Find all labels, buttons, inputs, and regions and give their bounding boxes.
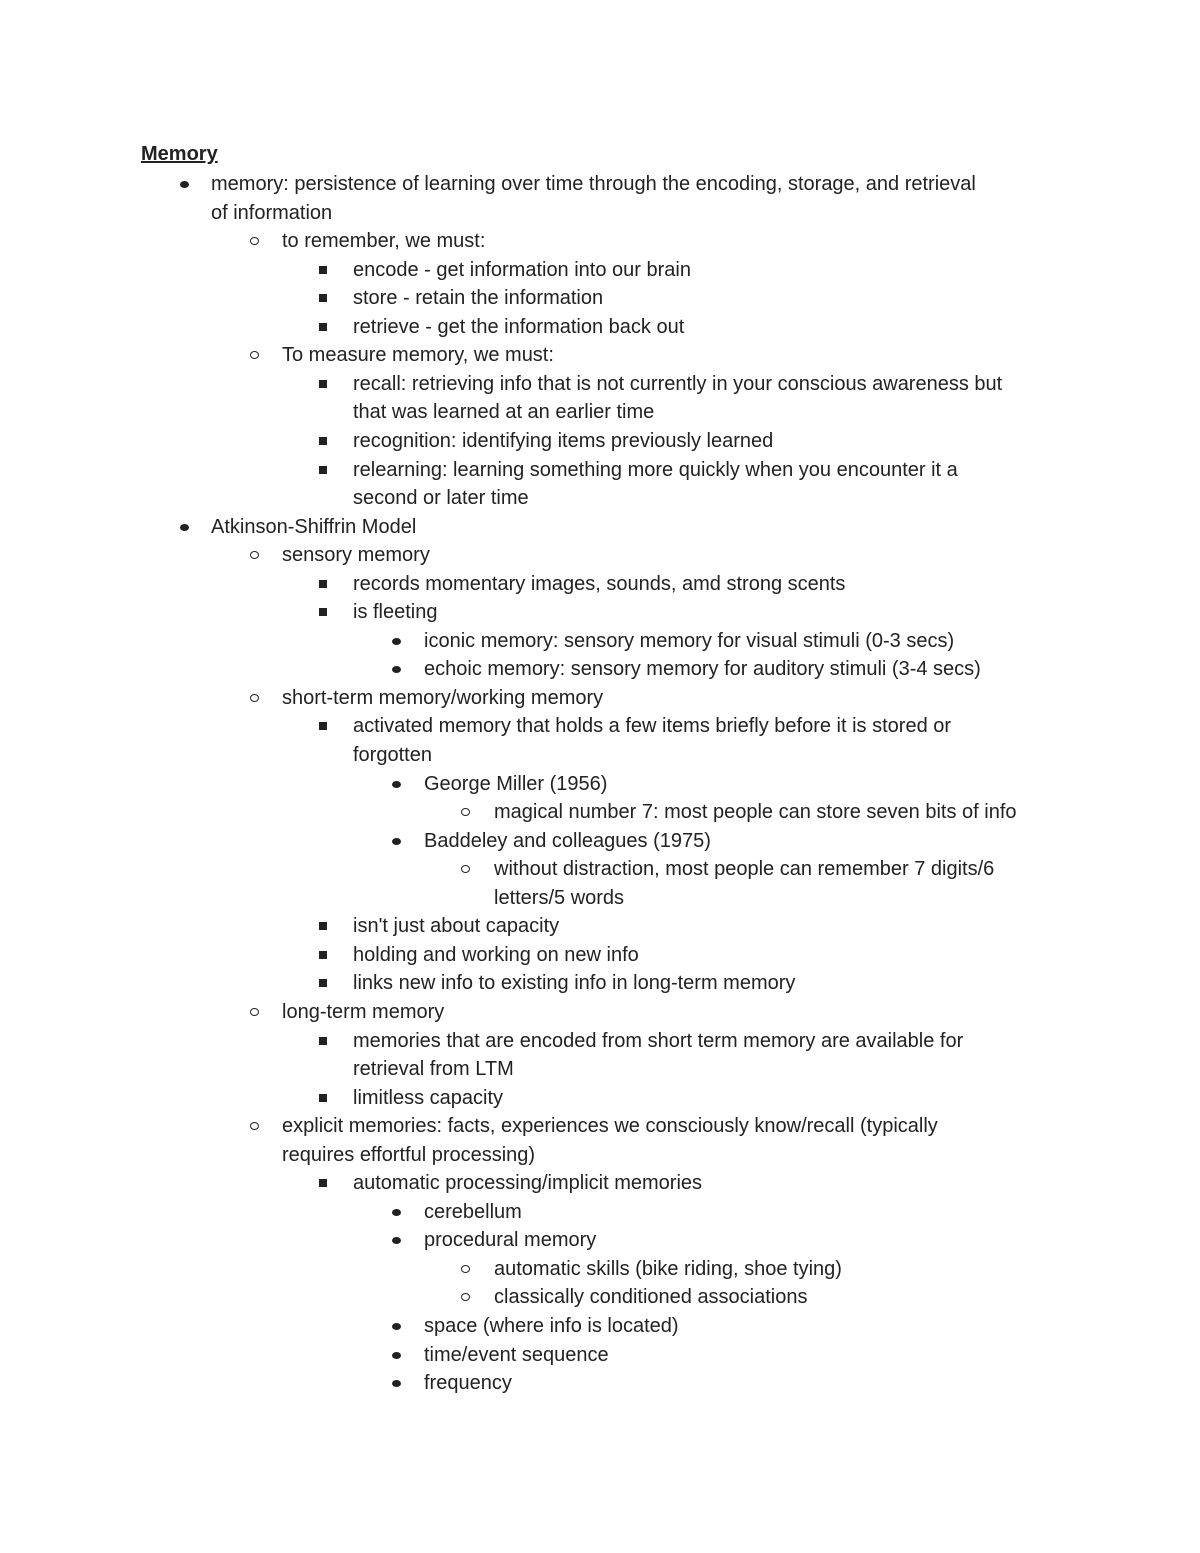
disc-bullet-icon xyxy=(392,1352,401,1359)
circle-bullet-icon xyxy=(250,1122,259,1130)
disc-bullet-icon xyxy=(392,838,401,845)
circle-bullet-icon xyxy=(461,865,470,873)
disc-bullet-icon xyxy=(392,666,401,673)
outline-item-text: letters/5 words xyxy=(494,886,625,909)
outline-item-text: explicit memories: facts, experiences we consciously know/recall (typically xyxy=(282,1115,938,1138)
outline-item-text: holding and working on new info xyxy=(353,943,639,966)
square-bullet-icon xyxy=(319,979,327,987)
outline-item-text: automatic processing/implicit memories xyxy=(353,1172,703,1195)
outline-item-text: magical number 7: most people can store seven bits of info xyxy=(494,801,1017,824)
outline-item-text: encode - get information into our brain xyxy=(353,258,691,281)
outline-item-text: store - retain the information xyxy=(353,287,604,310)
outline-item-text: Atkinson-Shiffrin Model xyxy=(211,515,417,538)
outline-item-text: memories that are encoded from short term memory are available for xyxy=(353,1029,964,1052)
disc-bullet-icon xyxy=(392,638,401,645)
disc-bullet-icon xyxy=(180,181,189,188)
outline-item-text: is fleeting xyxy=(353,601,438,624)
disc-bullet-icon xyxy=(392,1323,401,1330)
outline-item-text: without distraction, most people can remember 7 digits/6 xyxy=(494,858,995,881)
circle-bullet-icon xyxy=(250,694,259,702)
outline-item-text: procedural memory xyxy=(424,1229,597,1252)
outline-item-text: short-term memory/working memory xyxy=(282,686,604,709)
outline-item-text: classically conditioned associations xyxy=(494,1286,808,1309)
outline-item-text: records momentary images, sounds, amd strong scents xyxy=(353,572,846,595)
square-bullet-icon xyxy=(319,608,327,616)
square-bullet-icon xyxy=(319,323,327,331)
square-bullet-icon xyxy=(319,437,327,445)
outline-item-text: long-term memory xyxy=(282,1000,445,1023)
outline-item-text: isn't just about capacity xyxy=(353,915,560,938)
circle-bullet-icon xyxy=(250,1008,259,1016)
outline-item-text: recall: retrieving info that is not currently in your conscious awareness but xyxy=(353,372,1003,395)
circle-bullet-icon xyxy=(461,1293,470,1301)
outline-item-text: activated memory that holds a few items briefly before it is stored or xyxy=(353,715,952,738)
outline-item-text: sensory memory xyxy=(282,544,430,567)
outline-item-text: retrieve - get the information back out xyxy=(353,315,685,338)
circle-bullet-icon xyxy=(250,351,259,359)
disc-bullet-icon xyxy=(392,1209,401,1216)
square-bullet-icon xyxy=(319,922,327,930)
outline-item-text: George Miller (1956) xyxy=(424,772,608,795)
outline-item-text: memory: persistence of learning over time through the encoding, storage, and retrieval xyxy=(211,173,976,195)
outline-item-text: automatic skills (bike riding, shoe tying) xyxy=(494,1257,842,1280)
square-bullet-icon xyxy=(319,580,327,588)
outline-item-text: echoic memory: sensory memory for auditory stimuli (3-4 secs) xyxy=(424,658,981,681)
outline-item-text: Baddeley and colleagues (1975) xyxy=(424,829,711,852)
square-bullet-icon xyxy=(319,466,327,474)
outline-item-text: time/event sequence xyxy=(424,1343,609,1366)
outline-item-text: requires effortful processing) xyxy=(282,1143,536,1166)
outline-item-text: limitless capacity xyxy=(353,1086,504,1109)
circle-bullet-icon xyxy=(250,551,259,559)
outline-item-text: To measure memory, we must: xyxy=(282,344,554,367)
outline-item-text: that was learned at an earlier time xyxy=(353,401,655,424)
outline-item-text: iconic memory: sensory memory for visual stimuli (0-3 secs) xyxy=(424,629,955,652)
outline-item-text: recognition: identifying items previously learned xyxy=(353,429,774,452)
disc-bullet-icon xyxy=(392,1380,401,1387)
outline-item-text: links new info to existing info in long-term memory xyxy=(353,972,796,995)
outline-item-text: forgotten xyxy=(353,744,432,766)
square-bullet-icon xyxy=(319,266,327,274)
outline-item-text: of information xyxy=(211,201,333,224)
square-bullet-icon xyxy=(319,294,327,302)
outline-item-text: retrieval from LTM xyxy=(353,1058,514,1081)
outline-item-text: second or later time xyxy=(353,487,529,510)
outline-item-text: cerebellum xyxy=(424,1200,522,1223)
square-bullet-icon xyxy=(319,1094,327,1102)
square-bullet-icon xyxy=(319,951,327,959)
circle-bullet-icon xyxy=(461,808,470,816)
disc-bullet-icon xyxy=(392,1237,401,1244)
square-bullet-icon xyxy=(319,380,327,388)
square-bullet-icon xyxy=(319,722,327,730)
circle-bullet-icon xyxy=(461,1265,470,1273)
outline-item-text: relearning: learning something more quickly when you encounter it a xyxy=(353,458,958,481)
disc-bullet-icon xyxy=(180,524,189,531)
outline-item-text: space (where info is located) xyxy=(424,1315,679,1337)
square-bullet-icon xyxy=(319,1037,327,1045)
outline-item-text: frequency xyxy=(424,1372,512,1395)
outline-item-text: to remember, we must: xyxy=(282,230,486,253)
document-title: Memory xyxy=(141,143,218,165)
square-bullet-icon xyxy=(319,1179,327,1187)
disc-bullet-icon xyxy=(392,781,401,788)
circle-bullet-icon xyxy=(250,237,259,245)
